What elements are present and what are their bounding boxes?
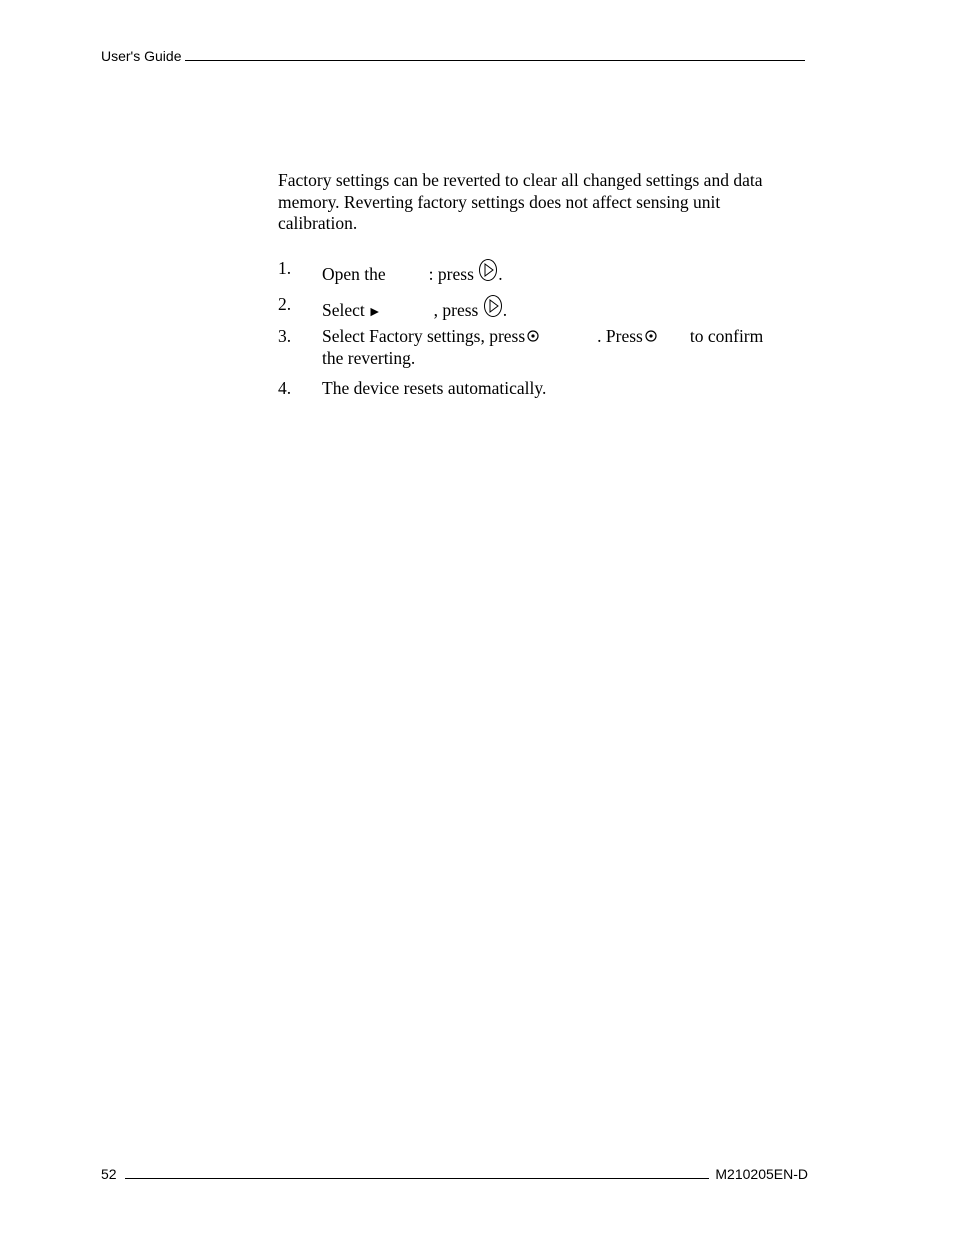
header-title: User's Guide xyxy=(101,48,182,64)
step-text xyxy=(322,326,802,369)
page-header xyxy=(101,48,805,64)
step-1-text-b: : press xyxy=(428,264,474,284)
intro-paragraph: Factory settings can be reverted to clear all changed settings and data memory. Reverting factory settings does not affect sensing unit calibration. xyxy=(278,170,763,233)
step-number: 4. xyxy=(278,378,292,398)
page-footer xyxy=(101,1166,808,1182)
step-text: The device resets automatically. xyxy=(322,378,547,398)
step-number: 2. xyxy=(278,294,292,314)
step-text xyxy=(322,294,802,324)
select-button-icon xyxy=(645,326,657,348)
step-2-text-b: , press xyxy=(433,300,479,320)
header-rule xyxy=(185,49,805,61)
document-code: M210205EN-D xyxy=(715,1166,808,1182)
page-number: 52 xyxy=(101,1166,117,1182)
select-button-icon xyxy=(527,326,539,348)
step-number: 3. xyxy=(278,326,292,346)
step-3-text-c: to confirm xyxy=(689,326,764,346)
step-3-text-a: Select Factory settings, press xyxy=(322,326,526,346)
arrow-button-icon xyxy=(483,294,503,324)
step-1-text-c: . xyxy=(498,264,503,284)
step-3-text-b: . Press xyxy=(597,326,643,346)
step-text xyxy=(322,258,802,288)
arrow-button-icon xyxy=(478,258,498,288)
step-2-text-a: Select xyxy=(322,300,365,320)
document-body xyxy=(278,170,808,398)
right-arrow-icon: ► xyxy=(367,305,382,320)
step-1-text-a: Open the xyxy=(322,264,386,284)
step-3-text-d: the reverting. xyxy=(322,347,416,368)
footer-rule xyxy=(125,1167,710,1179)
step-2-text-c: . xyxy=(502,300,508,320)
step-number: 1. xyxy=(278,258,292,278)
